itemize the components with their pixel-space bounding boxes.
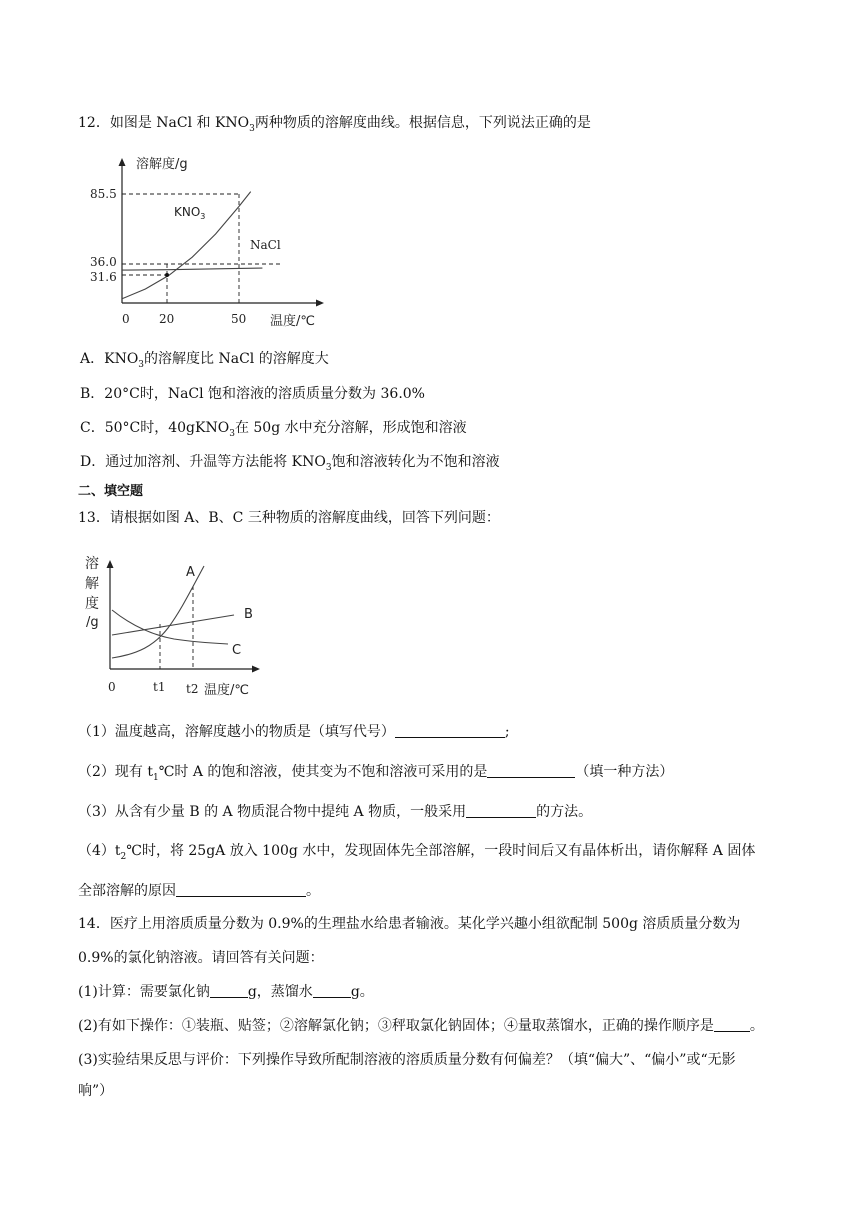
answer-blank[interactable]: [714, 1017, 750, 1032]
legend-nacl: NaCl: [250, 238, 281, 252]
x-tick-50: 50: [231, 312, 247, 326]
q14-part3-cont: 响”）: [78, 1083, 114, 1099]
y-label-char-2: 解: [85, 576, 99, 592]
chart-abc: [82, 546, 272, 702]
q14-stem-1: 14．医疗上用溶质质量分数为 0.9%的生理盐水给患者输液。某化学兴趣小组欲配制 500g 溶质质量分数为: [78, 916, 741, 932]
q12-option-c: C．50°C时，40gKNO$_3$在 50g 水中充分溶解，形成饱和溶液: [80, 420, 467, 439]
answer-blank[interactable]: [313, 983, 351, 998]
q13-part4-cont: 全部溶解的原因 。: [78, 883, 320, 899]
series-nacl-line: [122, 268, 262, 270]
x-axis-label: 温度/℃: [204, 683, 249, 698]
y-label-char-4: /g: [86, 615, 99, 630]
q12-stem: 12．如图是 NaCl 和 $KNO_3$两种物质的溶解度曲线。根据信息，下列说法正确的是: [78, 115, 591, 134]
q12-option-b: B．20°C时，NaCl 饱和溶液的溶质质量分数为 36.0%: [80, 386, 425, 402]
legend-a: A: [186, 565, 195, 580]
x-axis-label: 温度/℃: [270, 314, 315, 329]
q14-part1: (1)计算：需要氯化钠 g，蒸馏水 g。: [78, 984, 374, 1000]
legend-b: B: [244, 607, 253, 622]
q14-part2: (2)有如下操作：①装瓶、贴签；②溶解氯化钠；③秤取氯化钠固体；④量取蒸馏水，正确的操作顺序是 。: [78, 1018, 764, 1034]
y-axis-label: 溶解度/g: [136, 157, 188, 172]
y-tick-36.0: 36.0: [90, 255, 117, 269]
legend-c: C: [232, 643, 242, 658]
q13-part1: （1）温度越高，溶解度越小的物质是（填写代号） ;: [78, 724, 510, 740]
chart-nacl-kno3: [86, 150, 336, 330]
answer-blank[interactable]: [395, 723, 505, 738]
y-label-char-3: 度: [85, 596, 99, 612]
x-tick-20: 20: [159, 312, 175, 326]
q14-part3: (3)实验结果反思与评价：下列操作导致所配制溶液的溶质质量分数有何偏差？（填“偏大”、“偏小”或“无影: [78, 1052, 736, 1068]
guide-lines: [160, 586, 193, 669]
y-axis-arrow: [119, 158, 126, 166]
x-tick-t1: t1: [153, 680, 166, 694]
legend-kno3: $KNO_3$: [174, 205, 206, 221]
q13-part4: $(4)t_2℃$时，将 25gA 放入 100g 水中，发现固体先全部溶解，一段时间后又有晶体析出，请你解释 A 固体: [78, 843, 756, 862]
q13-part3: （3）从含有少量 B 的 A 物质混合物中提纯 A 物质，一般采用 的方法。: [78, 804, 593, 820]
q12-option-a: A．$KNO_3$的溶解度比 NaCl 的溶解度大: [80, 351, 329, 370]
answer-blank[interactable]: [176, 882, 306, 897]
q13-stem: 13．请根据如图 A、B、C 三种物质的溶解度曲线，回答下列问题：: [78, 510, 500, 526]
answer-blank[interactable]: [487, 763, 575, 778]
x-axis-arrow: [316, 300, 324, 307]
x-axis-arrow: [252, 666, 260, 673]
answer-blank[interactable]: [466, 803, 536, 818]
series-c-line: [112, 610, 228, 644]
y-tick-85.5: 85.5: [90, 187, 117, 201]
series-b-line: [112, 615, 234, 635]
q13-part2: （2）现有 $t_1℃$时 A 的饱和溶液，使其变为不饱和溶液可采用的是 （填一种方法）: [78, 764, 674, 783]
section-heading: 二、填空题: [78, 484, 144, 499]
x-tick-0: 0: [122, 312, 130, 326]
x-tick-t2: t2: [186, 682, 199, 696]
q14-stem-2: 0.9%的氯化钠溶液。请回答有关问题：: [78, 950, 324, 966]
point-20-31.6: [165, 273, 169, 277]
x-tick-0: 0: [108, 680, 116, 694]
y-label-char-1: 溶: [85, 556, 99, 572]
q12-option-d: D．通过加溶剂、升温等方法能将 $KNO_3$饱和溶液转化为不饱和溶液: [80, 454, 500, 473]
y-axis-arrow: [107, 560, 114, 568]
y-tick-31.6: 31.6: [90, 270, 117, 284]
answer-blank[interactable]: [210, 983, 248, 998]
